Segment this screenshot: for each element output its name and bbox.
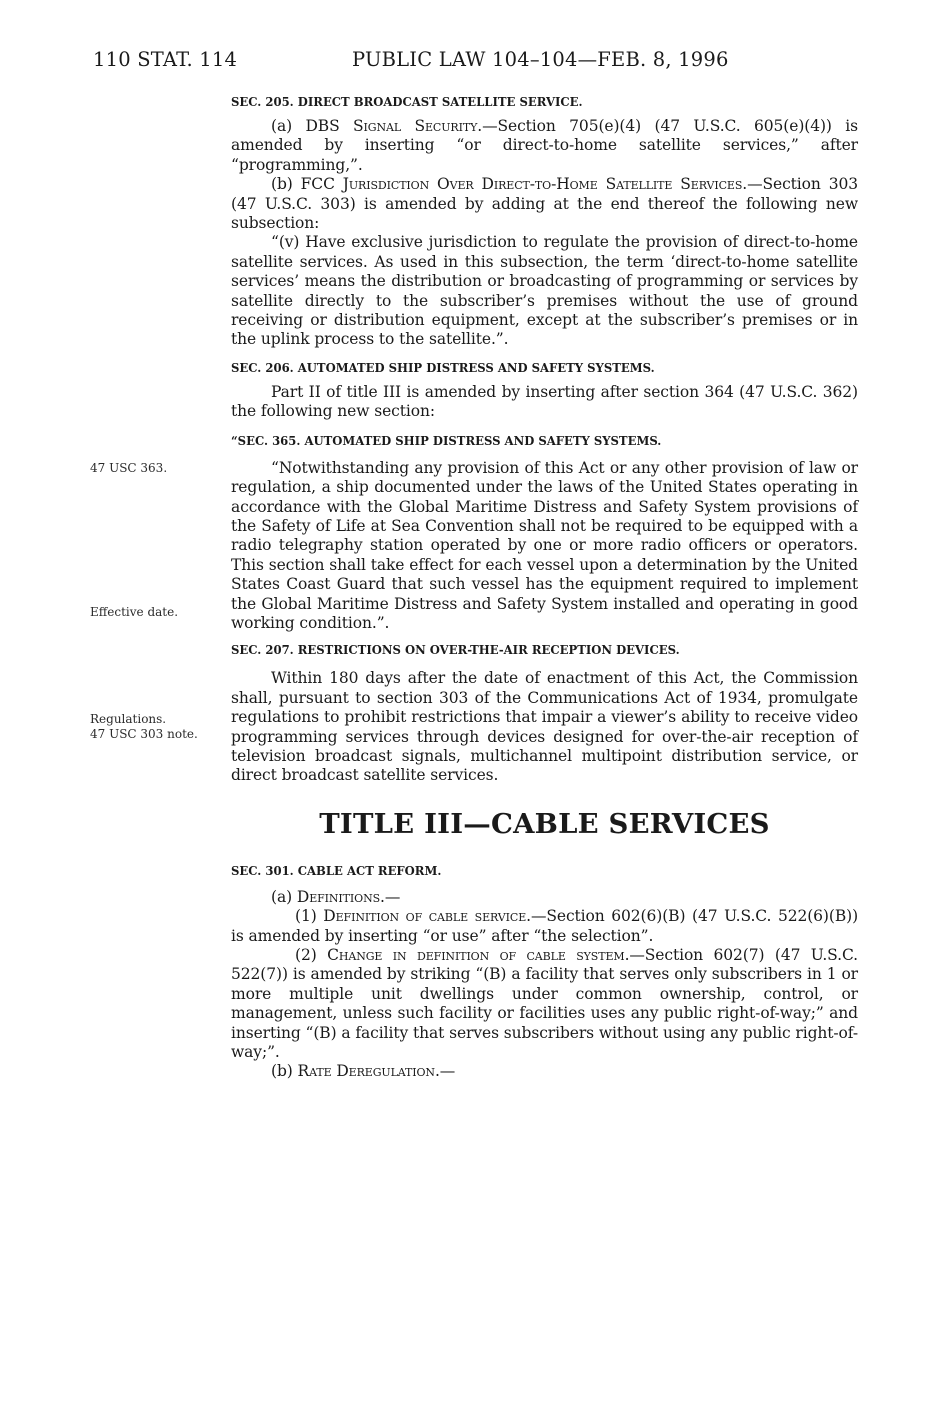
title-iii-heading: TITLE III—CABLE SERVICES bbox=[319, 807, 770, 840]
body-column bbox=[231, 93, 858, 1082]
section-301-b-paragraph bbox=[231, 1062, 858, 1081]
paragraph-label: (b) bbox=[271, 1062, 298, 1081]
section-301-heading: SEC. 301. CABLE ACT REFORM. bbox=[231, 862, 442, 878]
margin-note-effective-date: Effective date. bbox=[90, 605, 179, 619]
paragraph-label: (2) bbox=[295, 946, 328, 964]
paragraph-text: .—Section 705(e)(4) (47 U.S.C. 605(e)(4)) is amended by inserting “or direct-to-home satellite services,” after “programming,”. bbox=[231, 117, 859, 174]
section-205-a-paragraph bbox=[231, 117, 858, 175]
public-law-header: PUBLIC LAW 104–104—FEB. 8, 1996 bbox=[352, 48, 729, 71]
section-301-a-1-paragraph bbox=[231, 907, 858, 946]
margin-note-47-usc-303-note: 47 USC 303 note. bbox=[90, 727, 198, 741]
paragraph-label: (1) bbox=[295, 907, 324, 926]
section-207-paragraph: Within 180 days after the date of enactment of this Act, the Commission shall, pursuant to section 303 of the Communications Act of 1934, promulgate regulations to prohibit restrictions that impair a viewer’s ability to receive video programming services through devices designed for over-the-air reception of television broadcast signals, multichannel multipoint distribution service, or direct broadcast satellite services. bbox=[231, 669, 858, 785]
paragraph-dash: .— bbox=[380, 887, 401, 906]
paragraph-caption: Rate Deregulation bbox=[297, 1062, 435, 1081]
margin-note-regulations: Regulations. bbox=[90, 712, 167, 726]
paragraph-dash: .— bbox=[434, 1062, 456, 1081]
section-205-b-paragraph bbox=[231, 175, 858, 233]
paragraph-label: (a) bbox=[271, 117, 306, 135]
section-205-heading: SEC. 205. DIRECT BROADCAST SATELLITE SERVICE. bbox=[231, 94, 583, 109]
paragraph-text: .—Section 602(7) (47 U.S.C. 522(7)) is amended by striking “(B) a facility that serves only subscribers in 1 or more multiple unit dwellings under common ownership, control, or management, unless such facility or facilities uses any public right-of-way;” and inserting “(B) a facility that serves subscribers without using any public right-of-way;”. bbox=[231, 946, 859, 1062]
section-205-v-paragraph: “(v) Have exclusive jurisdiction to regulate the provision of direct-to-home satellite services. As used in this subsection, the term ‘direct-to-home satellite services’ means the distribution or broadcasting of programming or services by satellite directly to the subscriber’s premises without the use of ground receiving or distribution equipment, except at the subscriber’s premises or in the uplink process to the satellite.”. bbox=[231, 233, 858, 349]
paragraph-label: (b) FCC bbox=[271, 175, 343, 194]
paragraph-caption: Change in definition of cable system bbox=[327, 946, 625, 964]
paragraph-label: (a) bbox=[271, 887, 297, 906]
statute-page-reference: 110 STAT. 114 bbox=[93, 48, 238, 71]
section-365-paragraph: “Notwithstanding any provision of this Act or any other provision of law or regulation, a ship documented under the laws of the United States operating in accordance with the Global Maritime Distress and Safety System provisions of the Safety of Life at Sea Convention shall not be required to be equipped with a radio telegraphy station operated by one or more radio officers or operators. This section shall take effect for each vessel upon a determination by the United States Coast Guard that such vessel has the equipment required to implement the Global Maritime Distress and Safety System installed and operating in good working condition.”. bbox=[231, 458, 858, 632]
paragraph-caption: Definitions bbox=[296, 887, 381, 906]
section-301-a-2-paragraph bbox=[231, 946, 858, 1062]
paragraph-text: .—Section 602(6)(B) (47 U.S.C. 522(6)(B)) is amended by inserting “or use” after “the selection”. bbox=[231, 907, 859, 945]
paragraph-caption: Jurisdiction Over Direct-to-Home Satellite Services bbox=[342, 175, 743, 194]
paragraph-caption: Definition of cable service bbox=[323, 907, 527, 926]
section-207-heading: SEC. 207. RESTRICTIONS ON OVER-THE-AIR RECEPTION DEVICES. bbox=[231, 642, 680, 658]
section-206-paragraph: Part II of title III is amended by inserting after section 364 (47 U.S.C. 362) the following new section: bbox=[231, 382, 858, 421]
section-206-heading: SEC. 206. AUTOMATED SHIP DISTRESS AND SAFETY SYSTEMS. bbox=[231, 359, 655, 375]
paragraph-text: .—Section 303 (47 U.S.C. 303) is amended by adding at the end thereof the following new subsection: bbox=[231, 175, 858, 233]
paragraph-caption: DBS Signal Security bbox=[305, 117, 478, 135]
section-365-heading: “SEC. 365. AUTOMATED SHIP DISTRESS AND SAFETY SYSTEMS. bbox=[231, 432, 662, 448]
section-301-a-paragraph bbox=[231, 888, 858, 907]
margin-note-47-usc-363: 47 USC 363. bbox=[90, 461, 168, 475]
